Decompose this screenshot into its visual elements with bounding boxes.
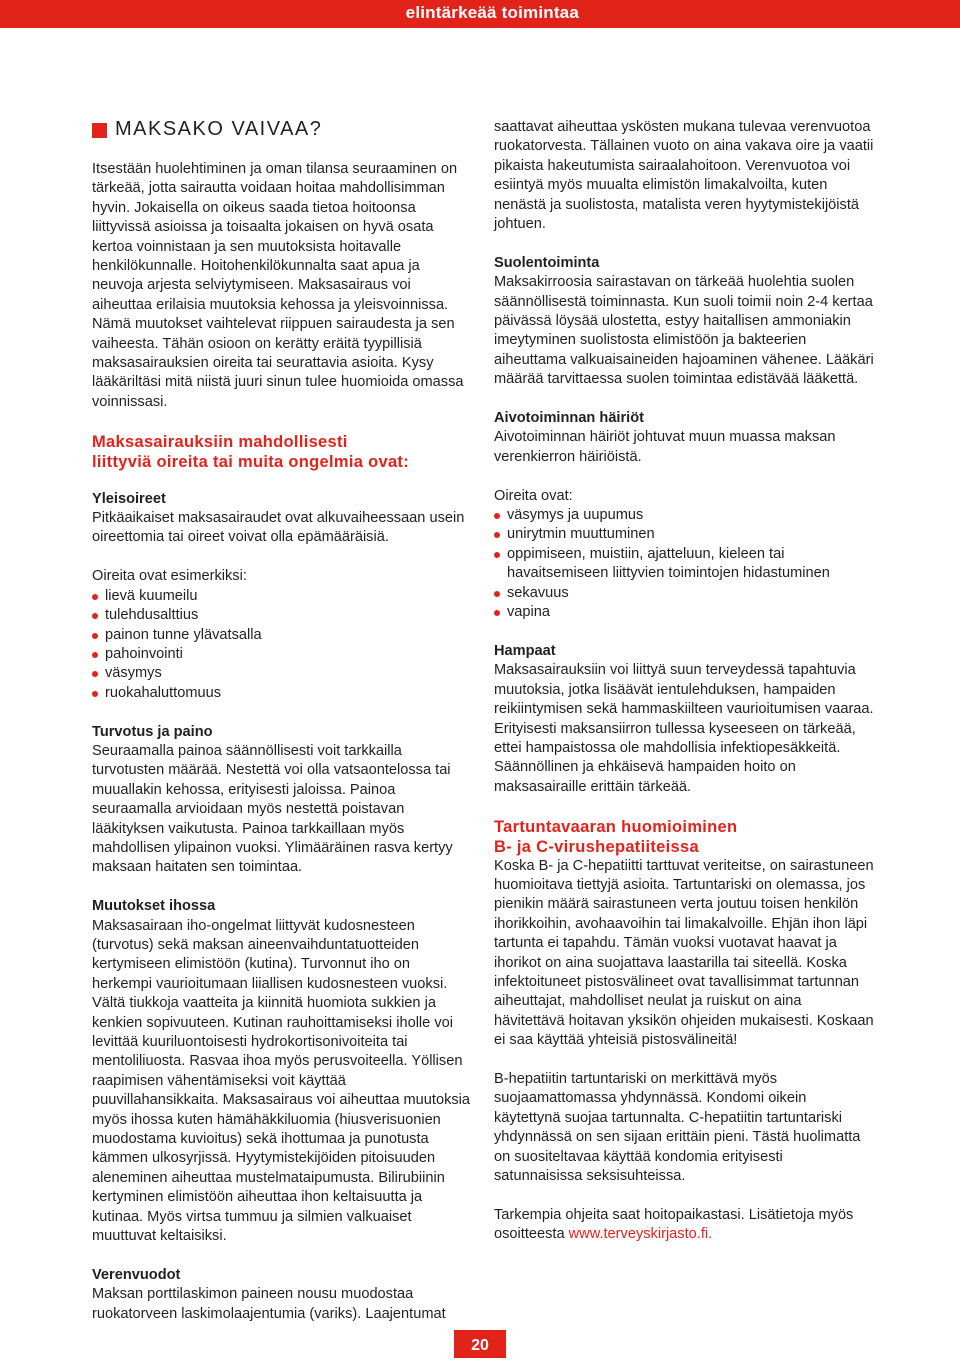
page-number: 20 [454, 1330, 506, 1358]
brain-symptoms-label: Oireita ovat: [494, 487, 573, 504]
skin-heading: Muutokset ihossa [92, 898, 216, 915]
brain-heading: Aivotoiminnan häiriöt [494, 410, 644, 427]
bleeding-heading: Verenvuodot [92, 1266, 181, 1283]
list-item: väsymys ja uupumus [494, 506, 874, 525]
general-text: Pitkäaikaiset maksasairaudet ovat alkuvaiheessaan usein oireettomia tai oireet voivat olla epämääräisiä. [92, 510, 465, 546]
weight-text: Seuraamalla painoa säännöllisesti voit tarkkailla turvotusten määrää. Nestettä voi olla vatsaontelossa tai muuallakin kehossa, erityisesti jaloissa. Painoa seuraamalla arvioidaan myös nestettä poistavan lääkityksen vaikutusta. Painoa tarkkaillaan myös mahdollisen ylipainon vuoksi. Ylimääräinen rasva kertyy maksaan haitaten sen toimintaa. [92, 742, 453, 876]
list-item: pahoinvointi [92, 645, 474, 664]
infection-heading-line-2: B- ja C-virushepatiiteissa [494, 837, 699, 856]
teeth-text: Maksasairauksiin voi liittyä suun terveydessä tapahtuvia muutoksia, jotka lisäävät ientulehduksen, hampaiden reikiintymisen sekä hammaskiilteen vaurioitumisen vaaraa. Erityisesti maksansiirron tullessa kyseeseen on tärkeää, ettei hampaistossa ole mahdollisia infektiopesäkkeitä. Säännöllinen ja ehkäisevä hampaiden hoito on maksasairaille erittäin tärkeää. [494, 662, 874, 795]
list-item: ruokahaluttomuus [92, 684, 474, 703]
bowel-heading: Suolentoiminta [494, 254, 600, 271]
infection-heading [494, 817, 874, 857]
right-column [494, 118, 874, 1264]
infection-text-3 [494, 1206, 874, 1245]
skin-text: Maksasairaan iho-ongelmat liittyvät kudosnesteen (turvotus) sekä maksan aineenvaihduntatuotteiden kertymiseen elimistöön (kutina). Turvonnut iho on herkempi vaurioitumaan liiallisen kudosnesteen vuoksi. Vältä tiukkoja vaatteita ja kiinnitä huomiota sukkien ja kenkien sopivuuteen. Kutinan rauhoittamiseksi iholle voi levittää kuuriluontoisesti hydrokortisonivoiteita tai mentoliliuosta. Rasvaa ihoa myös perusvoiteella. Yöllisen raapimisen vähentämiseksi voit käyttää puuvillahansikkaita. Maksasairaus voi aiheuttaa muutoksia myös ihossa kuten hämähäkkiluomia (hiusverisuonien muodostama kuvioitus) sekä ihottumaa ja punotusta kämmen ulkosyrjissä. Hyytymistekijöiden pitoisuuden aleneminen aiheuttaa mustelmataipumusta. Bilirubiinin kertyminen elimistöön aiheuttaa ihon keltaisuutta ja kutinaa. Myös virtsa tummuu ja silmien valkuaiset muuttuvat keltaisiksi. [92, 917, 471, 1245]
left-column [92, 118, 474, 1343]
list-item: tulehdusalttius [92, 606, 474, 625]
general-heading: Yleisoireet [92, 490, 166, 507]
bowel-text: Maksakirroosia sairastavan on tärkeää huolehtia suolen säännöllisestä toiminnasta. Kun suoli toimii noin 2-4 kertaa päivässä löysää ulostetta, estyy haitallisen ammoniakin imeytyminen suolistosta elimistöön ja bakteerien aiheuttama valkuaisaineiden hajoaminen vähenee. Lääkäri määrää tarvittaessa suolen toimintaa edistävää lääkettä. [494, 274, 874, 388]
further-info-text: Tarkempia ohjeita saat hoitopaikastasi. Lisätietoja myös osoitteesta [494, 1206, 854, 1243]
section-title [92, 118, 474, 142]
header-title: elintärkeää toimintaa [405, 3, 579, 22]
symptoms-heading [92, 432, 474, 472]
list-item: vapina [494, 603, 874, 622]
brain-symptoms-list [494, 506, 874, 622]
list-item: lievä kuumeilu [92, 587, 474, 606]
header-bar [0, 0, 960, 28]
infection-text-2: B-hepatiitin tartuntariski on merkittävä myös suojaamattomassa yhdynnässä. Kondomi oikein käytettynä suojaa tartunnalta. C-hepatiitin tartuntariski yhdynnässä on sen sijaan erittäin pieni. Tästä huolimatta on suositeltavaa käyttää kondomia erityisesti satunnaisissa seksisuhteissa. [494, 1071, 861, 1185]
infection-heading-line-1: Tartuntavaaran huomioiminen [494, 817, 738, 836]
bleeding-continued-text: saattavat aiheuttaa yskösten mukana tulevaa verenvuotoa ruokatorvesta. Tällainen vuoto on aina vakava oire ja vaatii pikaista hakeutumista sairaalahoitoon. Verenvuotoa voi esiintyä myös muualta elimistön limakalvoilta, kuten nenästä ja suolistosta, matalista veren hyytymistekijöistä johtuen. [494, 119, 874, 233]
list-item: väsymys [92, 664, 474, 683]
list-item: oppimiseen, muistiin, ajatteluun, kieleen tai havaitsemiseen liittyvien toimintojen hidastuminen [494, 545, 874, 584]
teeth-heading: Hampaat [494, 642, 556, 659]
examples-label: Oireita ovat esimerkiksi: [92, 568, 247, 585]
list-item: unirytmin muuttuminen [494, 525, 874, 544]
bleeding-text: Maksan porttilaskimon paineen nousu muodostaa ruokatorveen laskimolaajentumia (variks). Laajentumat [92, 1286, 446, 1322]
weight-heading: Turvotus ja paino [92, 723, 213, 740]
examples-list [92, 587, 474, 703]
symptoms-heading-line-2: liittyviä oireita tai muita ongelmia ovat: [92, 452, 410, 471]
brain-text: Aivotoiminnan häiriöt johtuvat muun muassa maksan verenkierron häiriöistä. [494, 429, 836, 465]
terveyskirjasto-link[interactable]: www.terveyskirjasto.fi. [568, 1226, 713, 1243]
section-title-text: MAKSAKO VAIVAA? [115, 118, 323, 141]
list-item: sekavuus [494, 584, 874, 603]
intro-paragraph: Itsestään huolehtiminen ja oman tilansa seuraaminen on tärkeää, jotta sairautta voidaan hoitaa mahdollisimman hyvin. Jokaisella on oikeus saada tietoa hoitoonsa liittyvissä asioissa ja toisaalta jokaisen on hyvä osata kertoa voinnistaan ja sen muutoksista hoitavalle henkilökunnalle. Hoitohenkilökunnalta saat apua ja neuvoja arjesta selviytymiseen. Maksasairaus voi aiheuttaa erilaisia muutoksia kehossa ja yleisvoinnissa. Nämä muutokset vaihtelevat riippuen sairaudesta ja sen vaiheesta. Tähän osioon on kerätty eräitä tyypillisiä maksasairauksien oireita tai seurattavia asioita. Kysy lääkäriltäsi mitä niistä juuri sinun tulee huomioida omassa voinnissasi. [92, 161, 464, 410]
infection-text-1: Koska B- ja C-hepatiitti tarttuvat veriteitse, on sairastuneen huomioitava tiettyjä asioita. Tartuntariski on olemassa, jos pienikin määrä sairastuneen verta joutuu toisen henkilön ihorikkoihin, avohaavoihin tai limakalvoille. Ehjän ihon läpi tartunta ei tapahdu. Tämän vuoksi vuotavat haavat ja ihorikot on aina suojattava laastarilla tai siteellä. Koska infektoituneet pistosvälineet ovat tavallisimmat tartunnan aiheuttajat, mahdolliset neulat ja ruiskut on aina hävitettävä hoitavan yksikön ohjeiden mukaisesti. Koskaan ei saa käyttää yhteisiä pistosvälineitä! [494, 857, 874, 1049]
red-square-icon [92, 123, 107, 138]
list-item: painon tunne ylävatsalla [92, 626, 474, 645]
symptoms-heading-line-1: Maksasairauksiin mahdollisesti [92, 432, 348, 451]
